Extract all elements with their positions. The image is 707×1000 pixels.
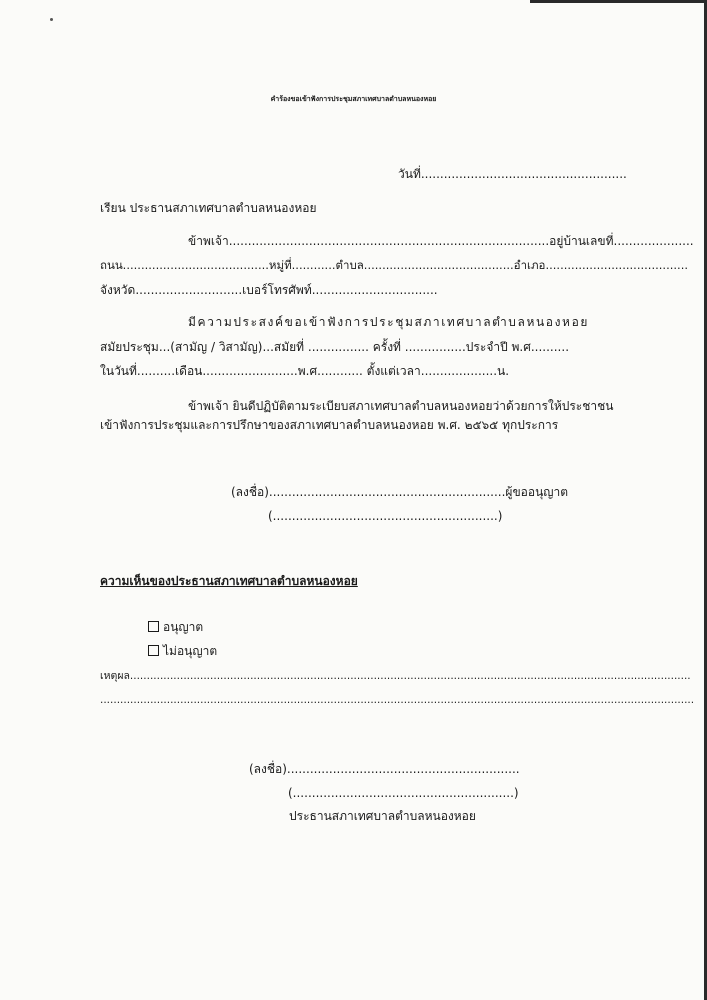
consent-line-2: เข้าฟังการประชุมและการปรึกษาของสภาเทศบาลตำบลหนองหอย พ.ศ. ๒๕๖๕ ทุกประการ	[100, 418, 559, 432]
date-field: วันที่......................................................	[398, 167, 627, 181]
option-allow	[148, 619, 203, 635]
form-title: คำร้องขอเข้าฟังการประชุมสภาเทศบาลตำบลหนองหอย	[270, 95, 437, 103]
purpose-line-1: มีความประสงค์ขอเข้าฟังการประชุมสภาเทศบาลตำบลหนองหอย	[188, 315, 590, 329]
applicant-province-phone-line: จังหวัด............................เบอร์โทรศัพท์.................................	[100, 283, 438, 297]
consent-line-1: ข้าพเจ้า ยินดีปฏิบัติตามระเบียบสภาเทศบาลตำบลหนองหอยว่าด้วยการให้ประชาชน	[188, 399, 614, 413]
scan-edge-top	[530, 0, 707, 3]
chair-title: ประธานสภาเทศบาลตำบลหนองหอย	[289, 809, 476, 823]
purpose-line-3: ในวันที่..........เดือน.........................พ.ศ............ ตั้งแต่เวลา....................น.	[100, 364, 510, 378]
purpose-line-2: สมัยประชุม...(สามัญ / วิสามัญ)...สมัยที่ ................ ครั้งที่ ................ประจำปี พ.ศ..........	[100, 340, 570, 354]
option-deny	[148, 643, 217, 659]
scan-speck	[50, 18, 53, 21]
chair-printed-name-line: (..........................................................)	[288, 786, 519, 800]
option-allow-label: อนุญาต	[163, 620, 204, 634]
reason-line-2: ..................................................................................................................................................................................	[100, 694, 695, 706]
applicant-name-address-line: ข้าพเจ้า....................................................................................อยู่บ้านเลขที่.....................	[188, 234, 694, 248]
chair-opinion-heading: ความเห็นของประธานสภาเทศบาลตำบลหนองหอย	[100, 574, 358, 588]
checkbox-allow	[148, 621, 159, 632]
chair-signature-line: (ลงชื่อ).............................................................	[249, 762, 520, 776]
checkbox-deny	[148, 645, 159, 656]
applicant-signature-line: (ลงชื่อ)..............................................................ผู้ขออนุญาต	[231, 485, 569, 499]
option-deny-label: ไม่อนุญาต	[163, 644, 218, 658]
reason-line-1: เหตุผล........................................................................................................................................................................	[100, 670, 691, 682]
addressee: เรียน ประธานสภาเทศบาลตำบลหนองหอย	[100, 201, 317, 215]
applicant-road-line: ถนน........................................หมู่ที่............ตำบล.........................................อำเภอ.......................................	[100, 258, 689, 272]
applicant-printed-name-line: (...........................................................)	[268, 509, 503, 523]
